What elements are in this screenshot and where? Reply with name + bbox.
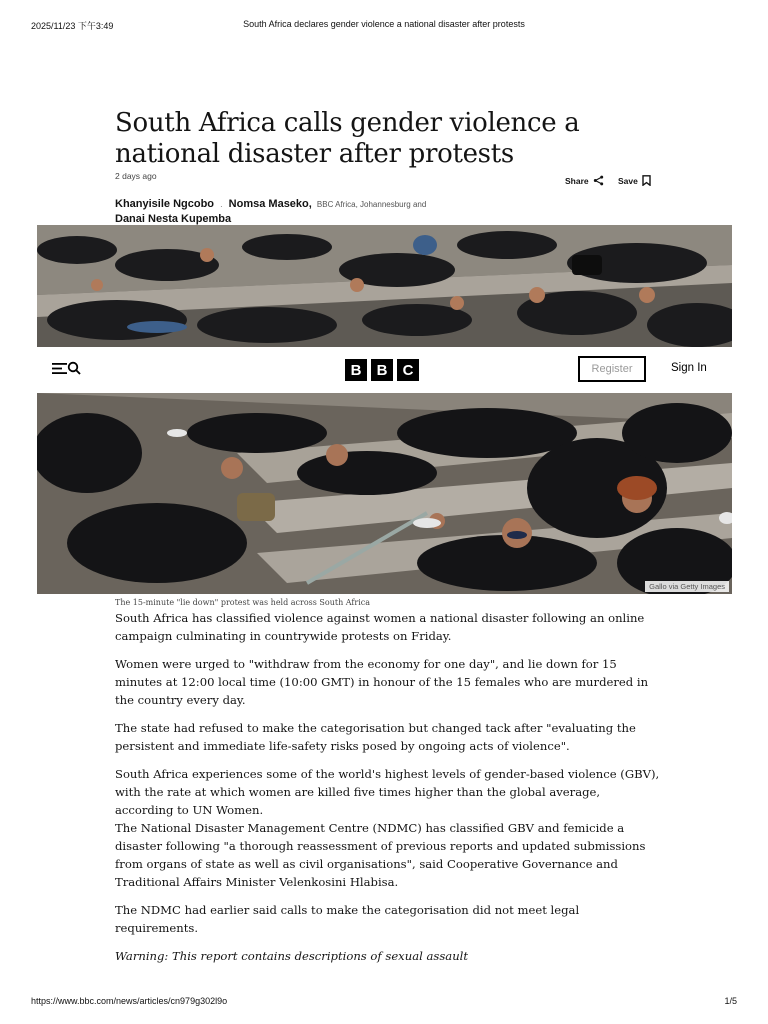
author-name[interactable]: Khanyisile Ngcobo <box>115 198 215 210</box>
print-datetime: 2025/11/23 下午3:49 <box>31 21 114 31</box>
print-header <box>0 19 768 31</box>
author-name[interactable]: Danai Nesta Kupemba <box>115 213 232 225</box>
article-headline: South Africa calls gender violence a national disaster after protests <box>115 108 580 169</box>
bookmark-icon <box>642 175 651 186</box>
save-label: Save <box>618 175 638 186</box>
print-url: https://www.bbc.com/news/articles/cn979g302l9o <box>31 996 228 1006</box>
photo-caption: The 15-minute "lie down" protest was held across South Africa <box>115 598 371 607</box>
bbc-logo-letter: B <box>371 359 393 381</box>
bbc-logo-letter: B <box>345 359 367 381</box>
byline-separator: . <box>220 199 223 209</box>
author-name[interactable]: Nomsa Maseko, <box>228 198 312 210</box>
bbc-navbar <box>37 347 732 394</box>
share-label: Share <box>565 175 589 186</box>
article-photo <box>37 393 732 594</box>
article-timestamp: 2 days ago <box>115 171 157 181</box>
share-button[interactable] <box>565 175 604 186</box>
search-icon[interactable] <box>67 361 81 380</box>
article-paragraph: The state had refused to make the categorisation but changed tack after "evaluating the persistent and immediate life-safety risks posed by ongoing acts of violence". <box>115 721 636 753</box>
menu-search-button[interactable] <box>52 361 81 380</box>
sign-in-link[interactable]: Sign In <box>671 362 707 374</box>
article-body <box>115 609 660 965</box>
article-paragraph: Women were urged to "withdraw from the economy for one day", and lie down for 15 minutes at 12:00 local time (10:00 GMT) in honour of the 15 females who are murdered in the country every day. <box>115 657 649 707</box>
article-paragraph: South Africa experiences some of the world's highest levels of gender-based violence (GBV), with the rate at which women are killed five times higher than the global average, according to UN Women. <box>115 767 660 817</box>
author-affiliation: BBC Africa, Johannesburg and <box>316 200 427 209</box>
article-paragraph: The National Disaster Management Centre (NDMC) has classified GBV and femicide a disaster following "a thorough reassessment of previous reports and updated submissions from organs of state as well as civil organisations", said Cooperative Governance and Traditional Affairs Minister Velenkosini Hlabisa. <box>115 821 646 889</box>
menu-icon[interactable] <box>52 362 67 380</box>
article-actions <box>565 175 663 186</box>
article-paragraph: The NDMC had earlier said calls to make the categorisation did not meet legal requirements. <box>115 903 580 935</box>
register-button[interactable]: Register <box>578 356 646 382</box>
article-photo-top <box>37 225 732 347</box>
share-icon <box>593 175 604 186</box>
photo-credit: Gallo via Getty Images <box>645 581 729 592</box>
save-button[interactable] <box>618 175 651 186</box>
byline <box>115 197 475 226</box>
bbc-logo[interactable] <box>345 359 419 381</box>
print-footer <box>0 996 768 1008</box>
print-page-number: 1/5 <box>724 996 737 1006</box>
content-warning: Warning: This report contains descriptions of sexual assault <box>115 949 469 963</box>
bbc-logo-letter: C <box>397 359 419 381</box>
article-paragraph: South Africa has classified violence against women a national disaster following an online campaign culminating in countrywide protests on Friday. <box>115 611 645 643</box>
print-page-title: South Africa declares gender violence a national disaster after protests <box>243 19 525 29</box>
